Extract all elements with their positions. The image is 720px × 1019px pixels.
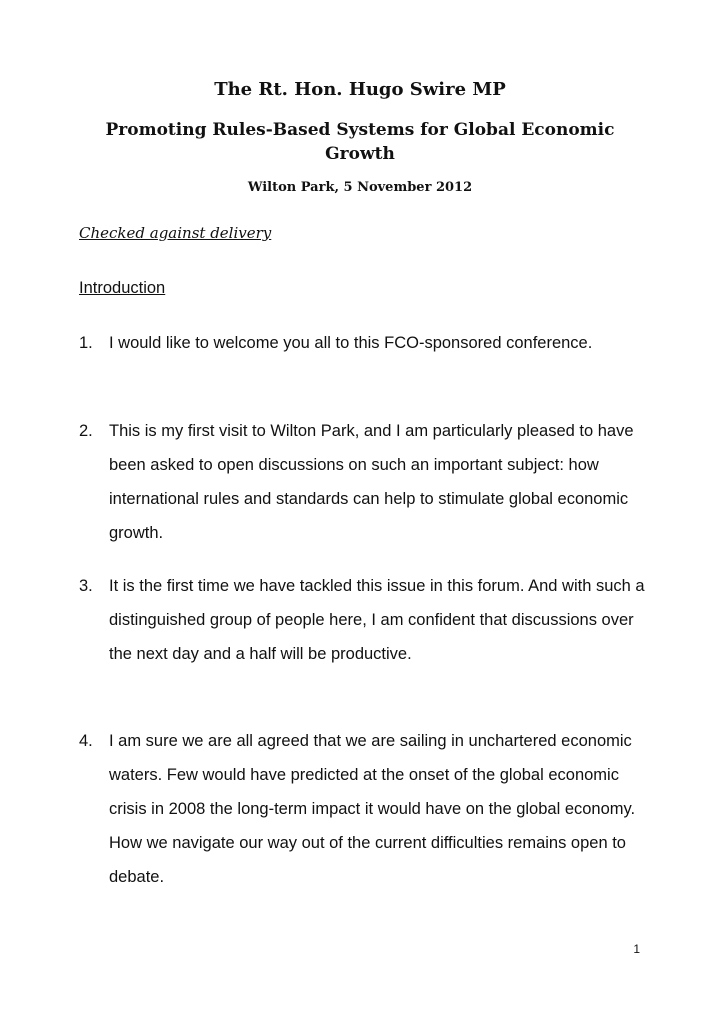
paragraph-number: 3. [79,577,93,595]
speech-title: Promoting Rules-Based Systems for Global Economic Growth [105,120,615,164]
page-number: 1 [633,942,640,956]
paragraph-text: I am sure we are all agreed that we are sailing in unchartered economic waters. Few would have predicted at the onset of the global economic crisis in 2008 the long-term impact it would have on the global economy. How we navigate our way out of the current difficulties remains open to debate. [109,732,636,886]
paragraph-text: This is my first visit to Wilton Park, and I am particularly pleased to have been asked to open discussions on such an important subject: how international rules and standards can help to stimulate global economic growth. [109,422,634,542]
delivery-status-note: Checked against delivery [79,224,272,242]
paragraph-number: 1. [79,334,93,352]
paragraph-number: 2. [79,422,93,440]
paragraph-text: I would like to welcome you all to this FCO-sponsored conference. [109,334,593,352]
paragraph-2 [79,414,659,550]
speaker-name: The Rt. Hon. Hugo Swire MP [214,79,506,100]
paragraph-1 [79,326,659,360]
paragraph-text: It is the first time we have tackled this issue in this forum. And with such a distinguished group of people here, I am confident that discussions over the next day and a half will be productive. [109,577,645,663]
paragraph-4 [79,724,659,894]
paragraph-number: 4. [79,732,93,750]
venue-date: Wilton Park, 5 November 2012 [247,180,473,195]
paragraph-3 [79,569,659,671]
section-heading: Introduction [79,279,166,297]
